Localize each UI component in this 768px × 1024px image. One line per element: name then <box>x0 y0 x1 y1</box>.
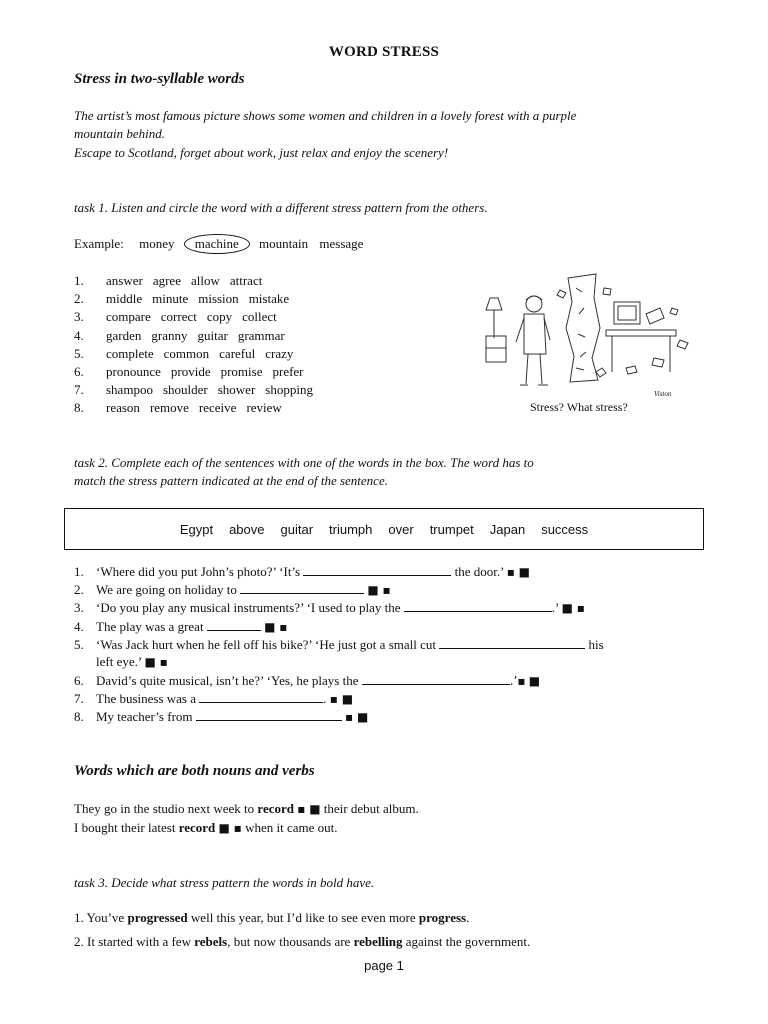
item-number: 3. <box>74 600 84 615</box>
item-number: 2. <box>74 291 84 307</box>
task1-example <box>74 236 363 252</box>
word: crazy <box>265 345 294 361</box>
list-item <box>74 346 323 364</box>
word: shower <box>217 382 256 398</box>
item-number: 6. <box>74 363 84 379</box>
stress-pattern: ▪ ■ <box>297 802 321 816</box>
word: shampoo <box>106 382 153 398</box>
list-item <box>74 291 323 309</box>
bold-word: record <box>257 801 294 816</box>
word: remove <box>149 400 189 416</box>
sentence-text: ‘Was Jack hurt when he fell off his bike?’ ‘He just got a small cut <box>96 637 436 652</box>
cartoon-signature: Viston <box>654 390 672 398</box>
item-number: 4. <box>74 619 84 634</box>
sentence-text: left eye.’ <box>96 654 142 669</box>
word: promise <box>220 363 263 379</box>
task1-list <box>74 273 323 419</box>
sentence-text: their debut album. <box>323 801 419 816</box>
word: prefer <box>272 363 304 379</box>
sentence-text: .’ <box>551 600 559 615</box>
word: allow <box>190 273 220 288</box>
sentence-text: 2. It started with a few <box>74 934 191 949</box>
sentence-6 <box>74 672 540 689</box>
sentence-text: I bought their latest <box>74 820 176 835</box>
example-word: mountain <box>259 236 309 251</box>
item-number: 4. <box>74 327 84 343</box>
stress-cartoon <box>476 268 716 414</box>
example-word-circled: machine <box>184 234 250 254</box>
sentence-8 <box>74 708 368 725</box>
word: shopping <box>265 382 313 398</box>
box-word: Japan <box>489 521 526 537</box>
stress-pattern: ■ ▪ <box>367 583 391 597</box>
answer-blank[interactable] <box>404 599 552 612</box>
intro-line-1: The artist’s most famous picture shows some women and children in a lovely forest with a purple <box>74 108 577 123</box>
list-item <box>74 309 323 327</box>
example-word: money <box>139 236 175 251</box>
box-word: success <box>541 521 589 537</box>
word: answer <box>106 273 143 288</box>
sentence-3 <box>74 599 585 616</box>
task3-instruction: task 3. Decide what stress pattern the words in bold have. <box>74 875 375 890</box>
word-box-inner <box>65 509 703 549</box>
sentence-text: 1. You’ve <box>74 910 125 925</box>
sentence-text: My teacher’s from <box>96 709 193 724</box>
answer-blank[interactable] <box>199 690 323 703</box>
bold-word: progressed <box>127 910 188 925</box>
stress-pattern: ■ ▪ <box>264 620 288 634</box>
box-word: Egypt <box>179 521 214 537</box>
item-number: 2. <box>74 582 84 597</box>
example-label: Example: <box>74 236 124 251</box>
list-item <box>74 328 323 346</box>
sentence-text: They go in the studio next week to <box>74 801 255 816</box>
sentence-text: . <box>323 691 327 706</box>
sentence-text: The play was a great <box>96 619 204 634</box>
list-item <box>74 382 323 400</box>
word: receive <box>198 400 237 416</box>
answer-blank[interactable] <box>362 672 510 685</box>
word: careful <box>219 345 256 361</box>
word: minute <box>152 291 189 307</box>
example-line-noun <box>74 820 338 836</box>
word: garden <box>106 327 142 343</box>
word: mistake <box>248 291 290 307</box>
cartoon-illustration <box>476 268 716 398</box>
sentence-text: . <box>466 910 470 925</box>
item-number: 3. <box>74 309 84 325</box>
task1-instruction: task 1. Listen and circle the word with a different stress pattern from the others. <box>74 200 488 215</box>
bold-word: rebelling <box>353 934 403 949</box>
stress-pattern: ■ <box>528 674 541 688</box>
word: complete <box>106 345 154 361</box>
sentence-5 <box>74 636 604 653</box>
item-number: 7. <box>74 382 84 398</box>
word: shoulder <box>162 382 208 398</box>
sentence-text: .’▪ <box>509 674 526 688</box>
item-number: 6. <box>74 673 84 688</box>
word: mission <box>198 291 239 307</box>
box-word: over <box>388 521 414 537</box>
list-item <box>74 400 323 418</box>
sentence-5-continued <box>96 654 168 670</box>
item-number: 5. <box>74 637 84 652</box>
section-heading-nouns-verbs: Words which are both nouns and verbs <box>74 763 315 779</box>
stress-pattern: ■ ▪ <box>218 821 242 835</box>
task2-instruction-2: match the stress pattern indicated at the end of the sentence. <box>74 473 388 488</box>
sentence-text: We are going on holiday to <box>96 582 237 597</box>
sentence-text: The business was a <box>96 691 197 706</box>
word: guitar <box>197 327 228 343</box>
sentence-text: ‘Do you play any musical instruments?’ ‘I used to play the <box>96 600 401 615</box>
sentence-text: David’s quite musical, isn’t he?’ ‘Yes, he plays the <box>96 673 359 688</box>
stress-pattern: ▪ ■ <box>345 710 369 724</box>
example-word: message <box>319 236 364 251</box>
answer-blank[interactable] <box>303 563 451 576</box>
answer-blank[interactable] <box>196 708 342 721</box>
list-item <box>74 273 323 291</box>
item-number: 1. <box>74 273 84 288</box>
stress-pattern: ■ ▪ <box>144 655 168 669</box>
word: grammar <box>237 327 285 343</box>
item-number: 8. <box>74 709 84 724</box>
word: provide <box>170 363 211 379</box>
task3-item-1 <box>74 910 469 926</box>
word-box <box>64 508 704 550</box>
intro-line-2: mountain behind. <box>74 126 165 141</box>
sentence-7 <box>74 690 353 707</box>
sentence-2 <box>74 581 391 598</box>
section-heading-two-syllable: Stress in two-syllable words <box>74 71 245 87</box>
task2-instruction-1: task 2. Complete each of the sentences with one of the words in the box. The word has to <box>74 455 534 470</box>
bold-word: progress <box>418 910 467 925</box>
bold-word: rebels <box>194 934 228 949</box>
word: attract <box>229 273 263 288</box>
answer-blank[interactable] <box>207 618 261 631</box>
answer-blank[interactable] <box>240 581 364 594</box>
word: compare <box>106 309 151 325</box>
sentence-4 <box>74 618 287 635</box>
box-word: triumph <box>329 521 373 537</box>
box-word: trumpet <box>429 521 474 537</box>
answer-blank[interactable] <box>439 636 585 649</box>
stress-pattern: ▪ ■ <box>329 692 354 706</box>
word: review <box>246 400 282 416</box>
item-number: 7. <box>74 691 84 706</box>
word: pronounce <box>106 363 161 379</box>
word: copy <box>206 309 233 325</box>
item-number: 5. <box>74 345 84 361</box>
stress-pattern: ■ ▪ <box>561 601 585 615</box>
item-number: 1. <box>74 564 84 579</box>
word: common <box>163 345 210 361</box>
sentence-text: , but now thousands are <box>227 934 351 949</box>
word: correct <box>160 309 197 325</box>
box-word: guitar <box>280 521 314 537</box>
sentence-text: when it came out. <box>245 820 338 835</box>
example-line-verb <box>74 801 419 817</box>
word: granny <box>151 327 188 343</box>
word: reason <box>106 400 140 416</box>
word: middle <box>106 291 143 307</box>
sentence-1 <box>74 563 530 580</box>
word: collect <box>242 309 277 325</box>
page-number: page 1 <box>364 958 404 973</box>
sentence-text: well this year, but I’d like to see even more <box>190 910 416 925</box>
sentence-text: his <box>588 637 604 652</box>
page-title: WORD STRESS <box>328 44 440 60</box>
list-item <box>74 364 323 382</box>
sentence-text: ‘Where did you put John’s photo?’ ‘It’s <box>96 564 301 579</box>
sentence-text: against the government. <box>405 934 531 949</box>
bold-word: record <box>178 820 216 835</box>
intro-line-3: Escape to Scotland, forget about work, just relax and enjoy the scenery! <box>74 145 449 160</box>
stress-pattern: ▪ ■ <box>506 565 531 579</box>
sentence-text: the door.’ <box>454 564 504 579</box>
word: agree <box>152 273 181 288</box>
cartoon-caption: Stress? What stress? <box>530 400 628 414</box>
box-word: above <box>229 521 265 537</box>
item-number: 8. <box>74 400 84 416</box>
task3-item-2 <box>74 934 530 950</box>
